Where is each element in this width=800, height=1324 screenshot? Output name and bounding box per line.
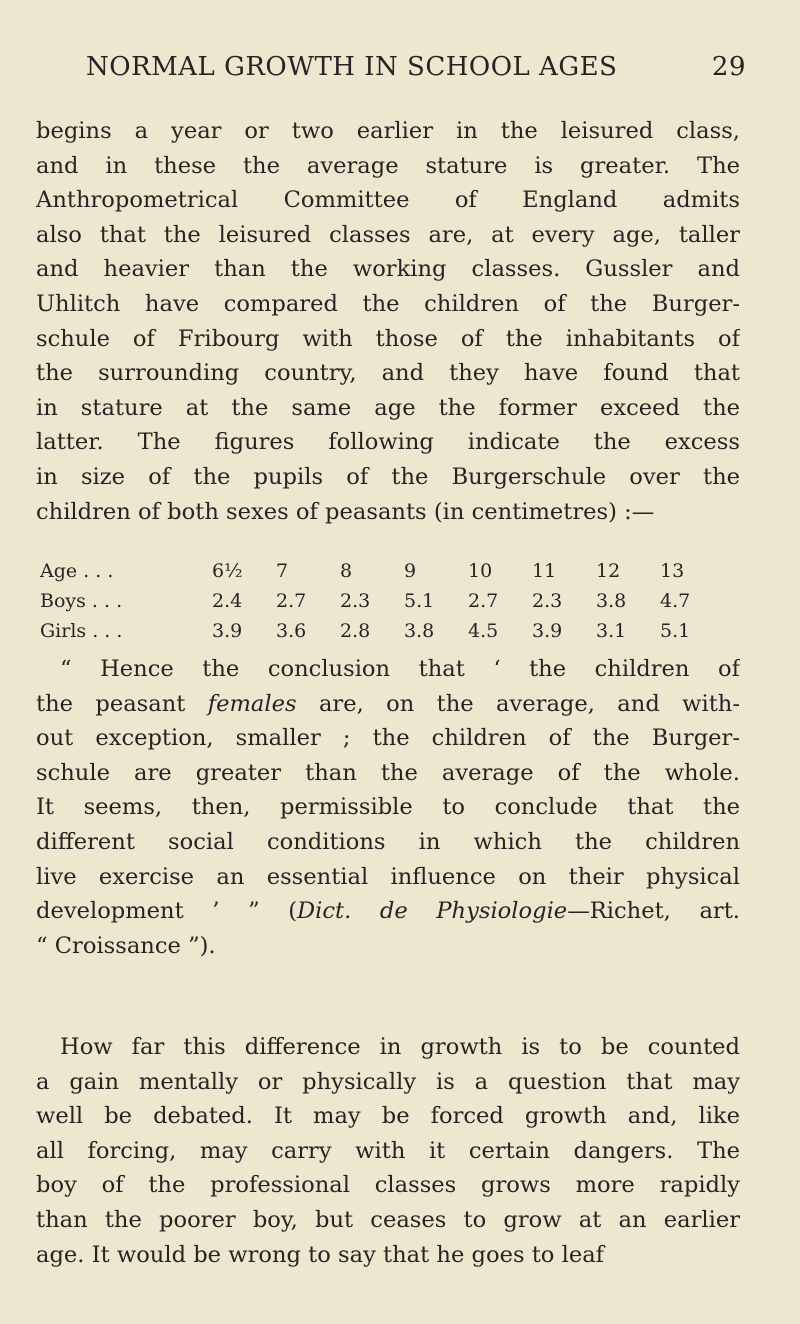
table-row-boys — [40, 586, 760, 616]
table-row-girls — [40, 616, 760, 646]
table-cell: 2.3 — [532, 590, 563, 612]
table-cell: 3.9 — [212, 620, 243, 642]
table-cell: 3.6 — [276, 620, 307, 642]
table-cell: 2.8 — [340, 620, 371, 642]
table-cell: 5.1 — [404, 590, 435, 612]
table-cell: 9 — [404, 560, 417, 582]
table-cell: 6½ — [212, 560, 243, 582]
text-line: boy of the professional classes grows more rapidly — [36, 1172, 740, 1199]
text-line: latter. The figures following indicate the excess — [36, 429, 740, 456]
table-cell: 2.3 — [340, 590, 371, 612]
text-line: out exception, smaller ; the children of the Burger- — [36, 725, 740, 752]
table-cell: 4.7 — [660, 590, 691, 612]
row-label: Boys . . . — [40, 590, 123, 612]
text-line: “ Hence the conclusion that ‘ the children of — [60, 656, 740, 682]
emphasis: females — [207, 690, 297, 717]
paragraph-2-quotation — [36, 652, 740, 963]
row-label: Girls . . . — [40, 620, 123, 642]
text-line: live exercise an essential influence on their physical — [36, 863, 740, 890]
text-line: development ’ ” (Dict. de Physiologie—Richet, art. — [36, 898, 740, 925]
text-line: schule of Fribourg with those of the inhabitants of — [36, 325, 740, 352]
running-title: NORMAL GROWTH IN SCHOOL AGES — [86, 52, 618, 82]
text-line: and in these the average stature is greater. The — [36, 152, 740, 179]
table-cell: 4.5 — [468, 620, 499, 642]
table-cell: 11 — [532, 560, 557, 582]
text-line: Anthropometrical Committee of England admits — [36, 187, 740, 214]
row-label: Age . . . — [40, 560, 114, 582]
text-line: and heavier than the working classes. Gussler and — [36, 256, 740, 283]
page-number: 29 — [711, 52, 746, 82]
citation-title: Dict. de Physiologie — [297, 898, 568, 925]
table-cell: 13 — [660, 560, 685, 582]
table-cell: 3.1 — [596, 620, 627, 642]
table-cell: 3.8 — [404, 620, 435, 642]
text-line: Uhlitch have compared the children of the Burger- — [36, 290, 740, 317]
table-cell: 5.1 — [660, 620, 691, 642]
text-line: children of both sexes of peasants (in centimetres) :— — [36, 498, 655, 525]
table-cell: 2.7 — [468, 590, 499, 612]
text-line: in size of the pupils of the Burgerschule over the — [36, 463, 740, 490]
text-line: It seems, then, permissible to conclude that the — [36, 794, 740, 821]
text-line: well be debated. It may be forced growth and, like — [36, 1103, 740, 1130]
paragraph-3 — [36, 1030, 740, 1272]
table-cell: 3.8 — [596, 590, 627, 612]
text-line: a gain mentally or physically is a question that may — [36, 1068, 740, 1095]
table-cell: 3.9 — [532, 620, 563, 642]
table-cell: 7 — [276, 560, 289, 582]
text-line: also that the leisured classes are, at every age, taller — [36, 221, 740, 248]
growth-excess-table — [40, 556, 760, 646]
table-cell: 10 — [468, 560, 493, 582]
text-line: than the poorer boy, but ceases to grow at an earlier — [36, 1206, 740, 1233]
table-cell: 2.4 — [212, 590, 243, 612]
text-line: begins a year or two earlier in the leisured class, — [36, 118, 740, 144]
running-header — [86, 52, 746, 82]
table-row-age — [40, 556, 760, 586]
table-cell: 8 — [340, 560, 353, 582]
text-line: the surrounding country, and they have found that — [36, 360, 740, 387]
text-line: the peasant females are, on the average, and with- — [36, 690, 740, 717]
text-line: How far this difference in growth is to be counted — [60, 1034, 740, 1060]
text-line: schule are greater than the average of the whole. — [36, 759, 740, 786]
text-line: age. It would be wrong to say that he goes to leaf — [36, 1241, 605, 1268]
table-cell: 2.7 — [276, 590, 307, 612]
paragraph-1 — [36, 114, 740, 529]
text-line: different social conditions in which the children — [36, 828, 740, 855]
text-line: in stature at the same age the former exceed the — [36, 394, 740, 421]
text-line: “ Croissance ”). — [36, 932, 216, 959]
text-line: all forcing, may carry with it certain dangers. The — [36, 1137, 740, 1164]
table-cell: 12 — [596, 560, 621, 582]
